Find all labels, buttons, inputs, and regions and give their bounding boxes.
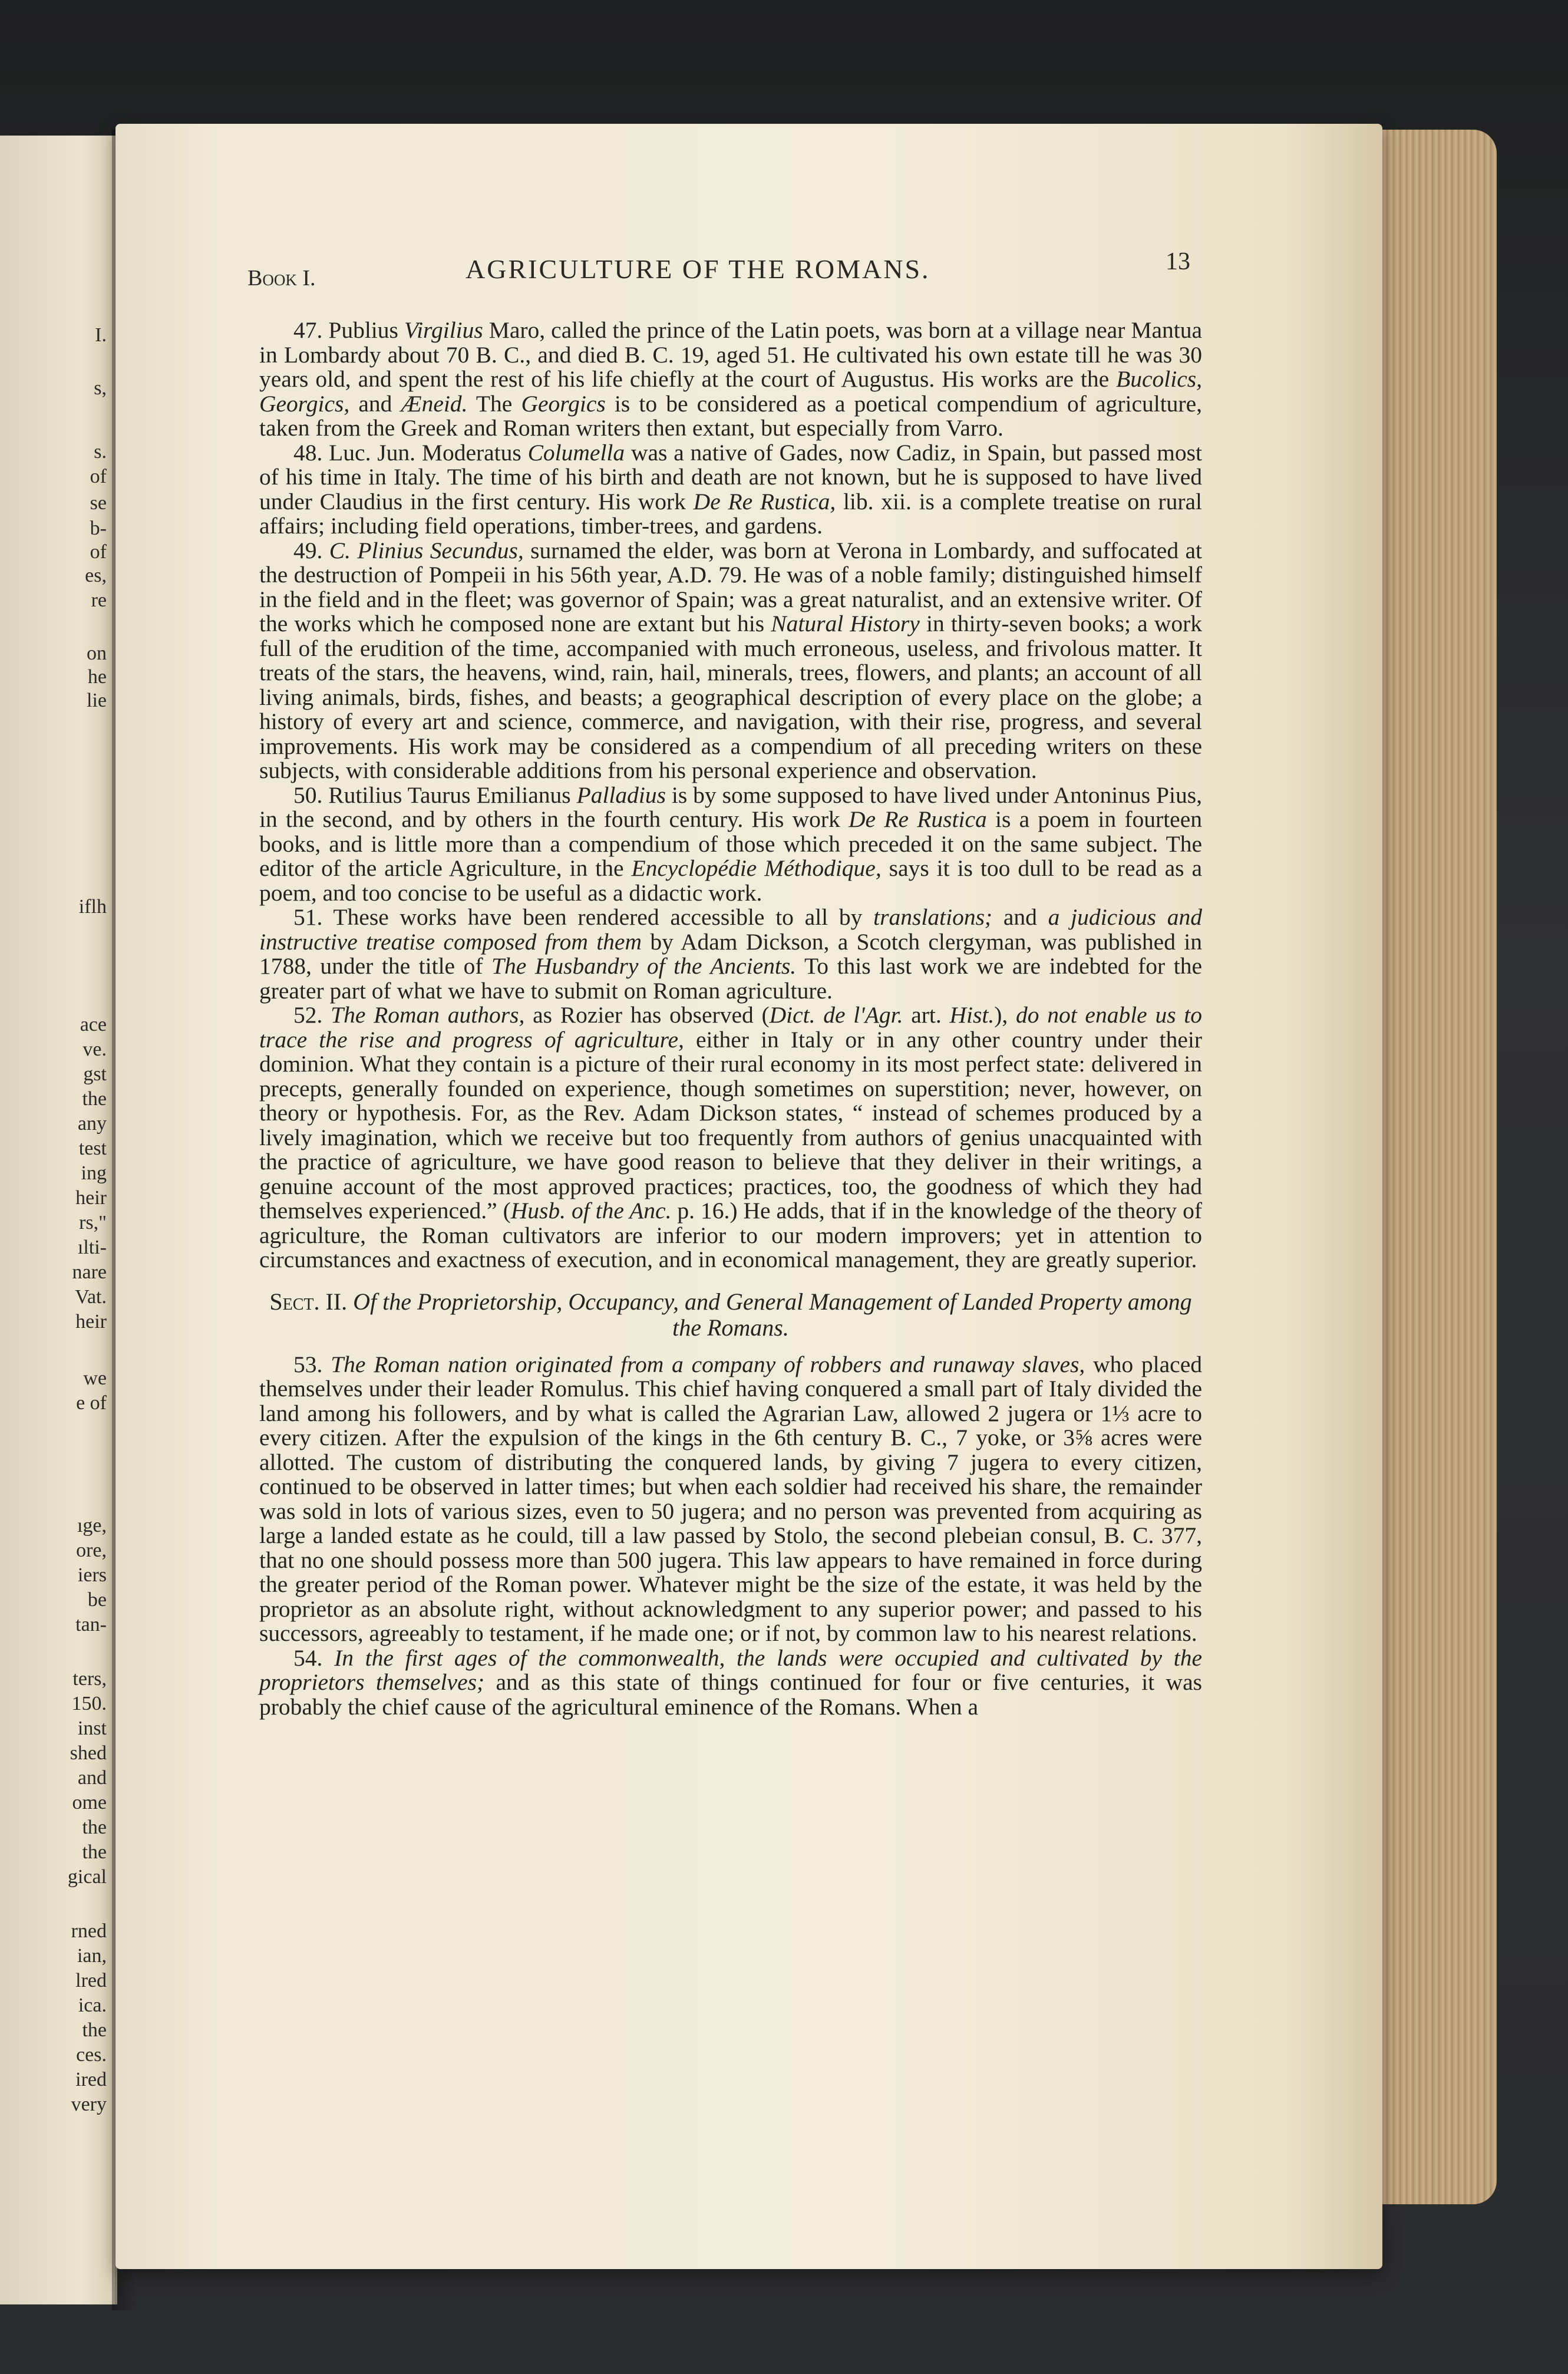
paragraph-52: [259, 1003, 1202, 1272]
text-run: p. 16.) He adds, that if in the knowledge of the theory of agriculture, the Roman cultivators are inferior to our modern improvers; yet in attention to circumstances and exactness of execution, and in economical management, they are greatly superior.: [259, 1198, 1202, 1272]
left-margin-fragment: the: [82, 1841, 107, 1863]
left-margin-fragment: ica.: [78, 1994, 107, 2016]
paragraph-51: [259, 905, 1202, 1003]
text-run: is a poem in fourteen books, and is little more than a compendium of those which preceded it on the same subject. The editor of the article Agriculture, in the: [259, 806, 1202, 881]
left-margin-fragment: ces.: [76, 2044, 107, 2066]
left-margin-fragment: gst: [83, 1063, 107, 1085]
running-head-title: AGRICULTURE OF THE ROMANS.: [466, 254, 930, 284]
section-title: Of the Proprietorship, Occupancy, and General Management of Landed Property among the Romans.: [353, 1288, 1192, 1341]
italic-run: Columella: [527, 439, 625, 466]
left-margin-fragment: b-: [90, 517, 107, 539]
left-margin-fragment: iers: [77, 1564, 107, 1586]
left-margin-fragment: s.: [94, 441, 107, 463]
italic-run: Georgics: [521, 390, 606, 417]
left-margin-fragment: ing: [81, 1162, 107, 1184]
italic-run: Palladius: [576, 782, 666, 808]
left-margin-fragment: be: [87, 1589, 107, 1611]
text-run: art.: [903, 1002, 950, 1028]
left-margin-fragment: of: [90, 541, 107, 563]
text-run: was a native of Gades, now Cadiz, in Spain, but passed most of his time in Italy. The time of his birth and death are not known, but he is supposed to have lived under Claudius in the first century. His work: [259, 439, 1202, 515]
italic-run: translations;: [873, 904, 993, 930]
text-run: and: [992, 904, 1048, 930]
left-margin-fragment: I.: [95, 324, 107, 346]
text-run: 53.: [293, 1351, 331, 1377]
left-margin-fragment: iflh: [78, 896, 107, 918]
italic-run: The Roman authors,: [331, 1002, 525, 1028]
italic-run: do not enable us to trace the rise and progress of agriculture,: [259, 1002, 1203, 1053]
left-margin-fragment: tan-: [75, 1614, 107, 1636]
left-margin-fragment: inst: [77, 1717, 107, 1739]
section-heading: [259, 1289, 1202, 1341]
paragraph-50: [259, 783, 1202, 906]
text-run: The: [467, 390, 521, 417]
italic-run: Virgilius: [404, 317, 483, 343]
italic-run: Husb. of the Anc.: [510, 1198, 672, 1224]
text-run: 47. Publius: [293, 317, 404, 343]
text-run: either in Italy or in any other country under their dominion. What they contain is a picture of their rural economy in its most perfect state: delivered in precepts, generally founded on experience, though sometimes on superstition; never, however, on theory or hypothesis. For, as the Rev. Adam Dickson states, “ instead of schemes produced by a lively imagination, which we receive but too frequently from authors of genius unacquainted with the practice of agriculture, we have good reason to believe that they deliver in their writings, a genuine account of the most approved practices; practices, too, the goodness of which they had themselves experienced.” (: [259, 1026, 1202, 1224]
italic-run: Natural History: [771, 611, 920, 637]
paragraph-53: [259, 1353, 1202, 1646]
italic-run: The Husbandry of the Ancients.: [491, 953, 797, 979]
text-run: is to be considered as a poetical compendium of agriculture, taken from the Greek and Roman writers then extant, but especially from Varro.: [259, 390, 1202, 441]
left-margin-fragment: the: [82, 1088, 107, 1110]
running-head-book: Book I.: [247, 266, 316, 291]
left-margin-fragment: ters,: [72, 1668, 107, 1690]
left-margin-fragment: we: [83, 1367, 107, 1389]
left-margin-fragment: very: [71, 2093, 107, 2115]
text-run: 50. Rutilius Taurus Emilianus: [293, 782, 577, 808]
text-run: is by some supposed to have lived under Antoninus Pius, in the second, and by others in the fourth century. His work: [259, 782, 1202, 832]
italic-run: In the first ages of the commonwealth, the lands were occupied and cultivated by the proprietors themselves;: [259, 1644, 1203, 1695]
text-run: as Rozier has observed (: [524, 1002, 770, 1028]
left-margin-fragment: ıge,: [77, 1515, 107, 1536]
italic-run: The Roman nation originated from a company of robbers and runaway slaves,: [331, 1351, 1085, 1377]
left-page-edge: [0, 136, 117, 2304]
left-margin-fragment: rned: [71, 1920, 107, 1942]
paragraph-49: [259, 539, 1202, 783]
italic-run: Bucolics, Georgics,: [259, 366, 1202, 417]
left-margin-fragment: ired: [75, 2069, 107, 2091]
italic-run: C. Plinius Secundus,: [329, 537, 524, 563]
left-margin-fragment: ılti-: [77, 1237, 107, 1258]
left-margin-fragment: the: [82, 2019, 107, 2041]
italic-run: a judicious and instructive treatise composed from them: [259, 904, 1202, 955]
text-run: 51. These works have been rendered accessible to all by: [293, 904, 874, 930]
left-margin-fragment: 150.: [71, 1693, 107, 1714]
left-margin-fragment: ome: [72, 1792, 107, 1814]
left-margin-fragment: test: [78, 1137, 107, 1159]
left-margin-fragment: re: [91, 589, 107, 611]
left-margin-fragment: and: [77, 1767, 107, 1789]
text-run: To this last work we are indebted for the greater part of what we have to submit on Roman agriculture.: [259, 953, 1202, 1004]
text-run: lib. xii. is a complete treatise on rural affairs; including field operations, timber-trees, and gardens.: [259, 488, 1202, 539]
page-number: 13: [1166, 248, 1190, 275]
left-margin-fragment: es,: [85, 565, 107, 586]
text-run: and as this state of things continued for four or five centuries, it was probably the chief cause of the agricultural eminence of the Romans. When a: [259, 1669, 1202, 1720]
left-margin-fragment: of: [90, 466, 107, 487]
text-run: and: [349, 390, 401, 417]
text-run: 49.: [293, 537, 329, 563]
running-head: [247, 248, 1190, 295]
left-margin-fragment: se: [90, 492, 107, 514]
left-margin-fragment: Vat.: [75, 1286, 107, 1308]
left-margin-fragment: ore,: [76, 1539, 107, 1561]
left-margin-fragment: ve.: [82, 1038, 107, 1060]
body-text: [259, 318, 1202, 1719]
text-run: who placed themselves under their leader Romulus. This chief having conquered a small part of Italy divided the land among his followers, and by what is called the Agrarian Law, allowed 2 jugera or 1⅓ acre to every citizen. After the expulsion of the kings in the 6th century B. C., 7 yoke, or 3⅝ acres were allotted. The custom of distributing the conquered lands, by giving 7 jugera to every citizen, continued to be observed in latter times; but when each soldier had received his share, the remainder was sold in lots of various sizes, even to 50 jugera; and no person was prevented from acquiring as large a landed estate as he could, till a law passed by Stolo, the second plebeian consul, B. C. 377, that no one should possess more than 500 jugera. This law appears to have remained in force during the greater period of the Roman power. Whatever might be the size of the estate, it was held by the proprietor as an absolute right, without acknowledgment to any superior power; and passed to his successors, agreeably to testament, if he made one; or if not, by common law to his nearest relations.: [259, 1351, 1202, 1646]
left-margin-fragment: on: [87, 642, 107, 664]
left-margin-fragment: s,: [94, 377, 107, 399]
left-margin-fragment: any: [77, 1113, 107, 1135]
text-run: 52.: [293, 1002, 331, 1028]
text-run: in thirty-seven books; a work full of the erudition of the time, accompanied with much erroneous, useless, and frivolous matter. It treats of the stars, the heavens, wind, rain, hail, minerals, trees, flowers, and plants; an account of all living animals, birds, fishes, and beasts; a geographical description of every place on the globe; a history of every art and science, commerce, and navigation, with their rise, progress, and several improvements. His work may be considered as a compendium of all preceding writers on these subjects, with considerable additions from his personal experience and observation.: [259, 611, 1202, 783]
left-margin-fragment: the: [82, 1816, 107, 1838]
left-margin-fragment: shed: [70, 1742, 107, 1764]
paragraph-47: [259, 318, 1202, 441]
left-margin-fragment: nare: [72, 1261, 107, 1283]
text-run: says it is too dull to be read as a poem, and too concise to be useful as a didactic work.: [259, 855, 1203, 906]
left-margin-fragment: heir: [75, 1311, 107, 1333]
italic-run: De Re Rustica,: [693, 488, 836, 515]
left-margin-fragment: ace: [80, 1014, 107, 1036]
text-run: 54.: [293, 1644, 335, 1671]
text-run: surnamed the elder, was born at Verona in Lombardy, and suffocated at the destruction of Pompeii in his 56th year, A.D. 79. He was of a noble family; distinguished himself in the field and in the fleet; was governor of Spain; was a great naturalist, and an extensive writer. Of the works which he composed none are extant but his: [259, 537, 1202, 637]
italic-run: Hist.: [949, 1002, 995, 1028]
left-margin-fragment: ian,: [77, 1945, 107, 1967]
left-margin-fragment: gical: [67, 1866, 107, 1888]
left-margin-fragment: lred: [75, 1970, 107, 1991]
text-run: by Adam Dickson, a Scotch clergyman, was published in 1788, under the title of: [259, 928, 1202, 979]
left-margin-fragment: heir: [75, 1187, 107, 1209]
paragraph-48: [259, 441, 1202, 539]
left-margin-fragment: e of: [76, 1392, 107, 1414]
text-run: ),: [994, 1002, 1016, 1028]
section-label: Sect. II.: [269, 1288, 348, 1315]
text-run: 48. Luc. Jun. Moderatus: [293, 439, 528, 466]
left-margin-fragment: rs,": [79, 1212, 107, 1234]
left-margin-fragment: he: [87, 666, 107, 688]
italic-run: Encyclopédie Méthodique,: [631, 855, 882, 881]
text-run: Maro, called the prince of the Latin poets, was born at a village near Mantua in Lombardy about 70 B. C., and died B. C. 19, aged 51. He cultivated his own estate till he was 30 years old, and spent the rest of his life chiefly at the court of Augustus. His works are the: [259, 317, 1202, 392]
paragraph-54: [259, 1646, 1202, 1720]
italic-run: Æneid.: [401, 390, 468, 417]
italic-run: De Re Rustica: [849, 806, 987, 832]
italic-run: Dict. de l'Agr.: [769, 1002, 903, 1028]
left-margin-fragment: lie: [87, 690, 107, 711]
